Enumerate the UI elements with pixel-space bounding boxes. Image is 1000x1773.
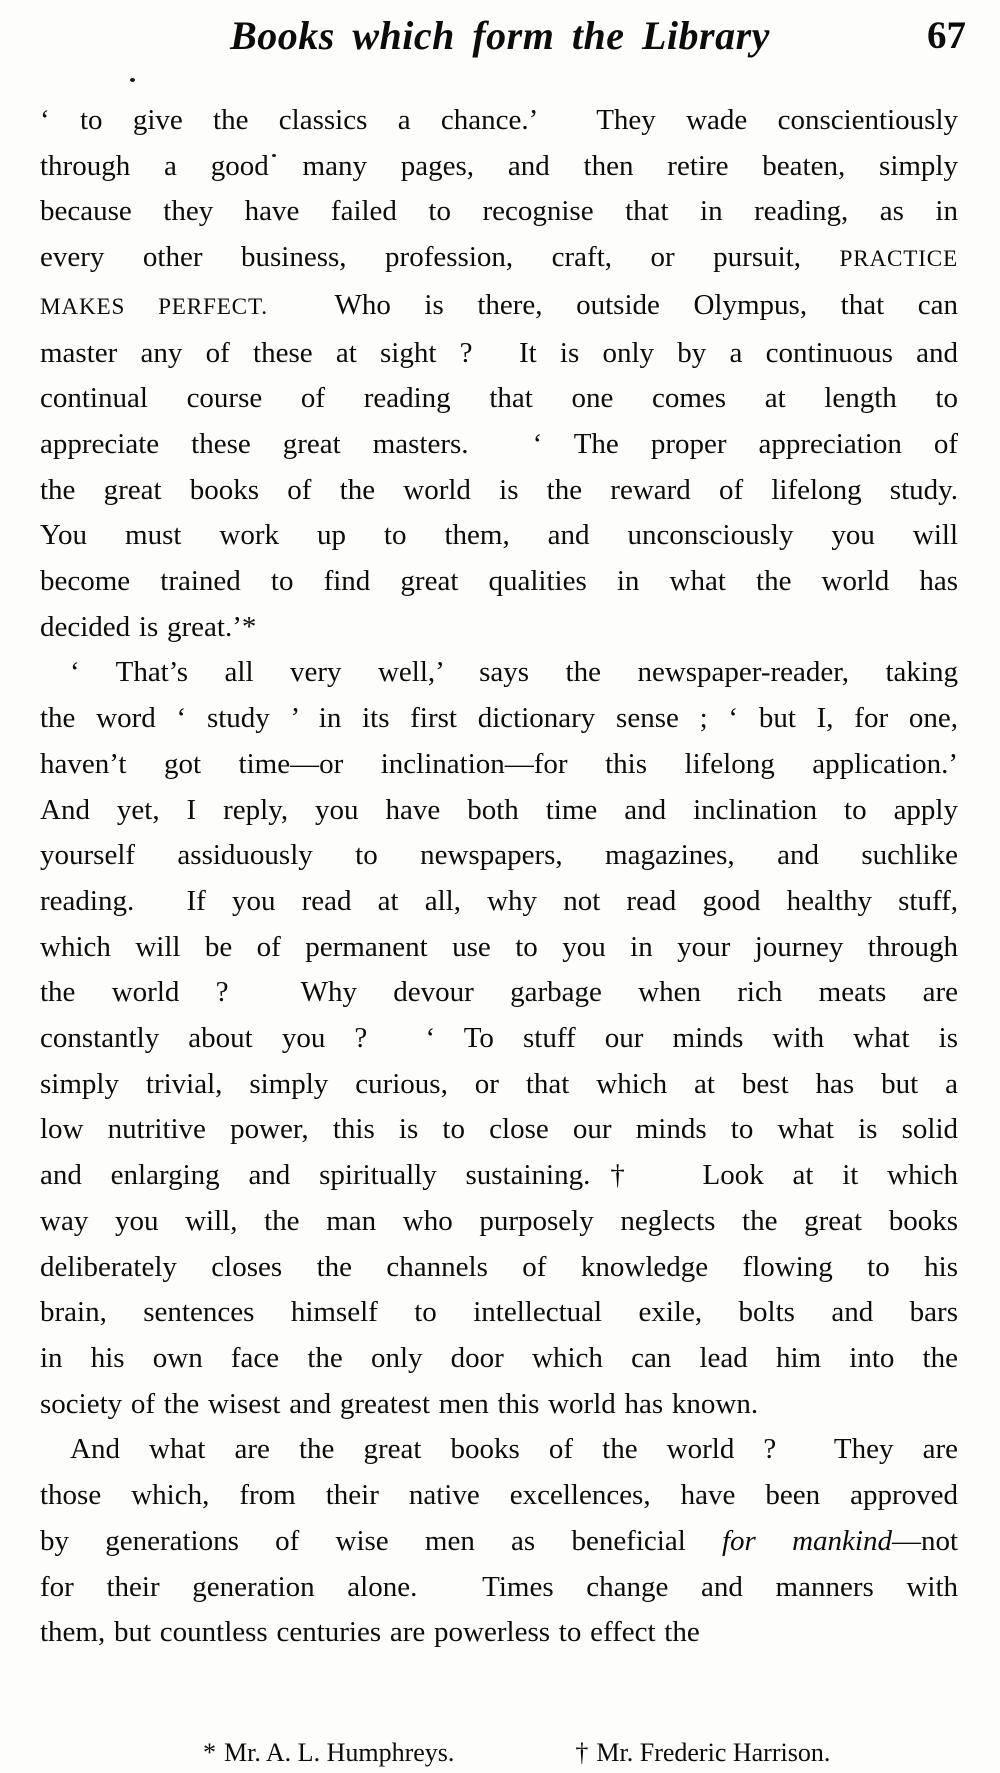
text-segment: the word ‘ study ’ in its first dictionary sense ; ‘ but I, for one, xyxy=(40,702,958,735)
page-number: 67 xyxy=(927,14,966,57)
text-line xyxy=(40,925,958,971)
text-line xyxy=(40,283,958,331)
text-line xyxy=(40,1153,958,1199)
text-segment: in his own face the only door which can lead him into the xyxy=(40,1341,958,1374)
footnote xyxy=(164,1702,454,1773)
text-line xyxy=(40,1382,958,1428)
running-title: Books which form the Library xyxy=(230,13,770,58)
text-segment: because they have failed to recognise that in reading, as in xyxy=(40,195,958,228)
text-line xyxy=(40,1519,958,1565)
small-caps-text: PRACTICE xyxy=(839,246,958,273)
text-segment: And what are the great books of the world ? They are xyxy=(70,1433,958,1466)
text-line xyxy=(40,144,958,190)
text-segment: way you will, the man who purposely neglects the great books xyxy=(40,1204,958,1237)
text-segment: continual course of reading that one comes at length to xyxy=(40,382,958,415)
paragraph xyxy=(40,650,958,1427)
text-segment: reading. If you read at all, why not read good healthy stuff, xyxy=(40,884,958,917)
small-caps-text: MAKES PERFECT. xyxy=(40,293,268,320)
text-line xyxy=(40,559,958,605)
text-segment: those which, from their native excellences, have been approved xyxy=(40,1479,958,1512)
text-line xyxy=(40,1473,958,1519)
text-segment: Who is there, outside Olympus, that can xyxy=(267,288,958,321)
text-line xyxy=(40,468,958,514)
scan-artifact-dot xyxy=(130,78,135,82)
text-line xyxy=(40,513,958,559)
text-line xyxy=(40,376,958,422)
text-segment: brain, sentences himself to intellectual exile, bolts and bars xyxy=(40,1296,958,1329)
page-header xyxy=(0,14,1000,78)
text-segment: —not xyxy=(891,1524,959,1557)
text-segment: You must work up to them, and unconsciously you will xyxy=(40,519,958,552)
text-line xyxy=(40,1427,958,1473)
text-segment: become trained to find great qualities in what the world has xyxy=(40,565,958,598)
text-segment: through a good many pages, and then retire beaten, simply xyxy=(40,149,958,182)
text-line xyxy=(40,1107,958,1153)
text-line xyxy=(40,1199,958,1245)
paragraph xyxy=(40,1427,958,1656)
text-segment: which will be of permanent use to you in your journey through xyxy=(40,930,958,963)
text-segment: master any of these at sight ? It is only by a continuous and xyxy=(40,336,958,369)
text-line xyxy=(40,1565,958,1611)
text-segment: the world ? Why devour garbage when rich meats are xyxy=(40,976,958,1009)
text-line xyxy=(40,235,958,283)
text-segment: for their generation alone. Times change and manners with xyxy=(40,1570,958,1603)
text-segment: ‘ to give the classics a chance.’ They wade conscientiously xyxy=(40,104,958,136)
text-segment: decided is great.’* xyxy=(40,610,257,643)
text-line xyxy=(40,1610,958,1656)
text-line xyxy=(40,788,958,834)
text-segment: yourself assiduously to newspapers, magazines, and suchlike xyxy=(40,839,958,872)
text-segment: appreciate these great masters. ‘ The proper appreciation of xyxy=(40,427,958,460)
page-body xyxy=(40,98,958,1656)
text-line xyxy=(40,650,958,696)
text-segment: the great books of the world is the reward of lifelong study. xyxy=(40,473,958,506)
text-line xyxy=(40,742,958,788)
text-segment: society of the wisest and greatest men this world has known. xyxy=(40,1387,759,1420)
text-line xyxy=(40,605,958,651)
footnote-asterisk-marker: * xyxy=(203,1737,216,1767)
text-segment: deliberately closes the channels of knowledge flowing to his xyxy=(40,1250,958,1283)
footnote xyxy=(536,1702,830,1773)
text-line xyxy=(40,833,958,879)
text-line xyxy=(40,1062,958,1108)
footnote-dagger-marker: † xyxy=(575,1737,589,1767)
text-segment: by generations of wise men as beneficial xyxy=(40,1524,722,1557)
text-segment: them, but countless centuries are powerless to effect the xyxy=(40,1616,700,1649)
footnote-text: Mr. Frederic Harrison. xyxy=(596,1737,831,1767)
text-line xyxy=(40,98,958,144)
text-line xyxy=(40,696,958,742)
text-line xyxy=(40,1016,958,1062)
text-line xyxy=(40,189,958,235)
text-segment: haven’t got time—or inclination—for this lifelong application.’ xyxy=(40,747,958,780)
footnote-text: Mr. A. L. Humphreys. xyxy=(224,1737,455,1767)
text-line xyxy=(40,1336,958,1382)
text-segment: and enlarging and spiritually sustaining.† Look at it which xyxy=(40,1159,958,1192)
text-segment: And yet, I reply, you have both time and inclination to apply xyxy=(40,793,958,826)
text-line xyxy=(40,331,958,377)
text-line xyxy=(40,1245,958,1291)
text-segment: constantly about you ? ‘ To stuff our minds with what is xyxy=(40,1022,958,1055)
text-line xyxy=(40,422,958,468)
text-line xyxy=(40,1290,958,1336)
text-line xyxy=(40,879,958,925)
text-segment: simply trivial, simply curious, or that which at best has but a xyxy=(40,1067,958,1100)
text-segment: ‘ That’s all very well,’ says the newspaper-reader, taking xyxy=(70,656,958,689)
italic-text: for mankind xyxy=(722,1524,892,1557)
text-segment: every other business, profession, craft, or pursuit, xyxy=(40,241,840,274)
paragraph xyxy=(40,98,958,650)
text-line xyxy=(40,970,958,1016)
footnotes xyxy=(40,1702,958,1773)
text-segment: low nutritive power, this is to close our minds to what is solid xyxy=(40,1113,958,1146)
